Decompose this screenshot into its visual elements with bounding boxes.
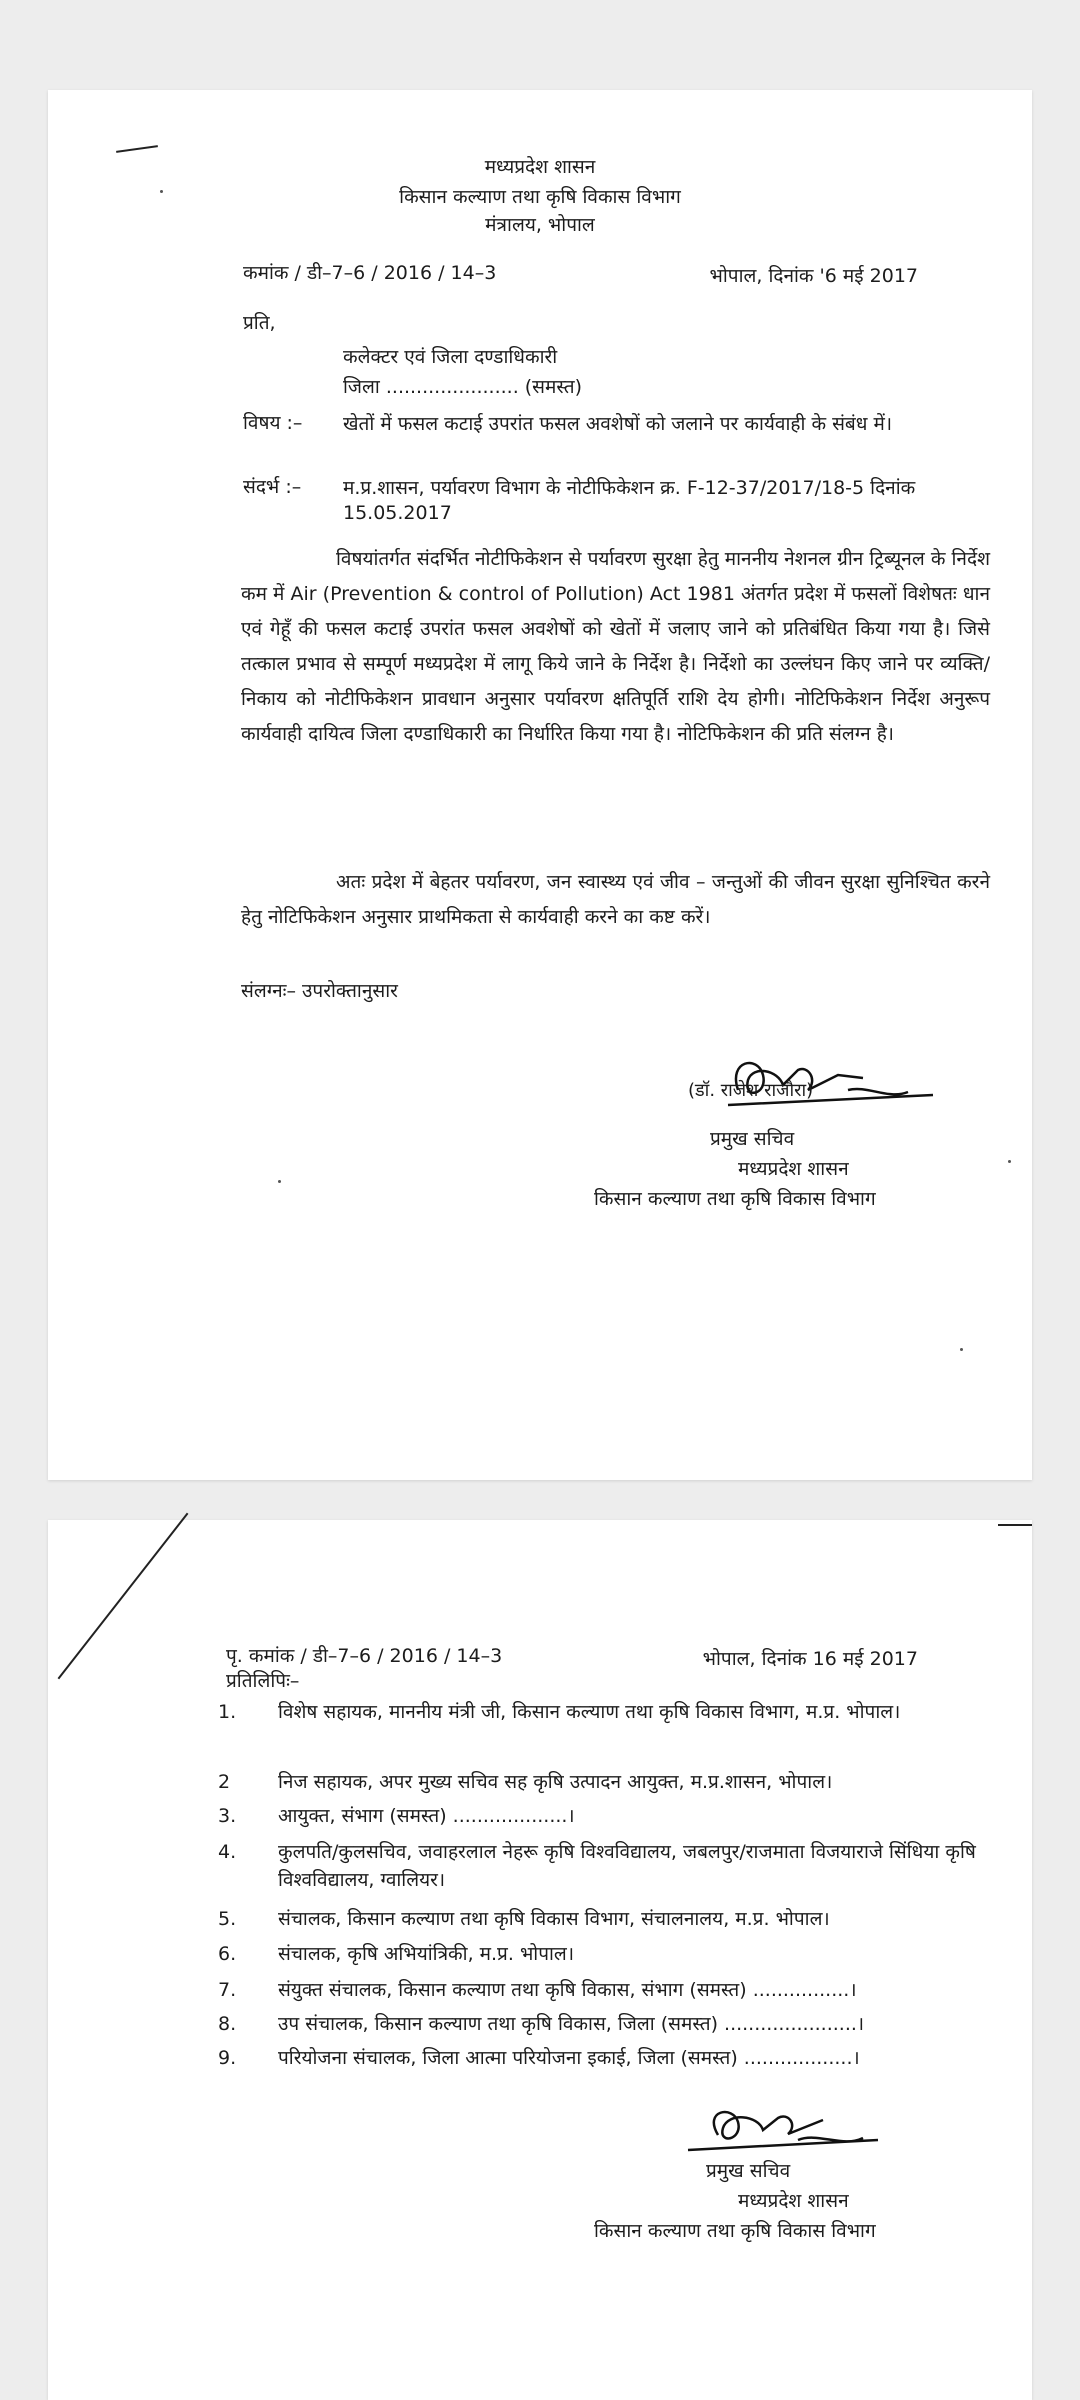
signatory-department: किसान कल्याण तथा कृषि विकास विभाग [594,1188,876,1210]
header-govt: मध्यप्रदेश शासन [484,156,596,178]
list-item-number: 7. [218,1979,237,2001]
list-item-number: 1. [218,1701,237,1723]
copy-signatory-govt: मध्यप्रदेश शासन [738,2190,849,2212]
list-item [218,1838,998,1894]
reference-label: संदर्भ :– [243,476,302,498]
scan-speck [960,1348,963,1351]
copy-reference-number: पृ. कमांक / डी–7–6 / 2016 / 14–3 [226,1645,503,1667]
reference-number: कमांक / डी–7–6 / 2016 / 14–3 [243,262,497,284]
scan-speck [1008,1160,1011,1163]
header-department: किसान कल्याण तथा कृषि विकास विभाग [399,186,681,208]
list-item-text: परियोजना संचालक, जिला आत्मा परियोजना इकाई, जिला (समस्त) ..................। [278,2047,860,2069]
list-item-number: 3. [218,1805,237,1827]
copy-to-label: प्रतिलिपिः– [226,1670,300,1692]
list-item-text: संचालक, कृषि अभियांत्रिकी, म.प्र. भोपाल। [278,1943,575,1965]
document-page-2 [48,1520,1032,2400]
addressee-line-2: जिला ...................... (समस्त) [343,376,583,398]
list-item [218,1698,998,1754]
signatory-govt: मध्यप्रदेश शासन [738,1158,849,1180]
list-item-text: उप संचालक, किसान कल्याण तथा कृषि विकास, जिला (समस्त) ......................। [278,2013,865,2035]
subject-text: खेतों में फसल कटाई उपरांत फसल अवशेषों को जलाने पर कार्यवाही के संबंध में। [343,413,893,435]
list-item-number: 6. [218,1943,237,1965]
list-item-text: संचालक, किसान कल्याण तथा कृषि विकास विभाग, संचालनालय, म.प्र. भोपाल। [278,1908,830,1930]
scan-speck [278,1180,281,1183]
body-paragraph-1: विषयांतर्गत संदर्भित नोटीफिकेशन से पर्यावरण सुरक्षा हेतु माननीय नेशनल ग्रीन ट्रिब्यूनल के निर्देश कम में Air (Prevention & control of Pollution) Act 1981 अंतर्गत प्रदेश में फसलों विशेषतः धान एवं गेहूँ की फसल कटाई उपरांत फसल अवशेषों को खेतों में जलाए जाने को प्रतिबंधित किया गया है। जिसे तत्काल प्रभाव से सम्पूर्ण मध्यप्रदेश में लागू किये जाने के निर्देश है। निर्देशो का उल्लंघन किए जाने पर व्यक्ति/निकाय को नोटीफिकेशन प्रावधान अनुसार पर्यावरण क्षतिपूर्ति राशि देय होगी। नोटिफिकेशन निर्देश अनुरूप कार्यवाही दायित्व जिला दण्डाधिकारी का निर्धारित किया गया है। नोटिफिकेशन की प्रति संलग्न है। [241,548,990,745]
header-ministry: मंत्रालय, भोपाल [485,214,595,236]
addressee-line-1: कलेक्टर एवं जिला दण्डाधिकारी [343,346,558,368]
letter-date: भोपाल, दिनांक '6 मई 2017 [709,265,918,287]
list-item-number: 8. [218,2013,237,2035]
document-page-1 [48,90,1032,1480]
copy-signatory-title: प्रमुख सचिव [706,2160,791,2182]
list-item-text: निज सहायक, अपर मुख्य सचिव सह कृषि उत्पादन आयुक्त, म.प्र.शासन, भोपाल। [278,1771,833,1793]
list-item-text: कुलपति/कुलसचिव, जवाहरलाल नेहरू कृषि विश्वविद्यालय, जबलपुर/राजमाता विजयाराजे सिंधिया कृषि विश्वविद्यालय, ग्वालियर। [278,1841,976,1891]
reference-text: म.प्र.शासन, पर्यावरण विभाग के नोटीफिकेशन क्र. F-12-37/2017/18-5 दिनांक 15.05.2017 [343,477,916,524]
copy-signatory-department: किसान कल्याण तथा कृषि विकास विभाग [594,2220,876,2242]
pen-mark [58,1513,189,1680]
pen-mark [998,1524,1032,1526]
list-item-text: आयुक्त, संभाग (समस्त) ...................। [278,1805,575,1827]
signatory-name: (डॉ. राजेश राजौरा) [688,1080,814,1101]
list-item-number: 9. [218,2047,237,2069]
signatory-title: प्रमुख सचिव [710,1128,795,1150]
pen-mark [116,145,158,153]
list-item-number: 5. [218,1908,237,1930]
subject-label: विषय :– [243,412,303,434]
body-paragraph-2: अतः प्रदेश में बेहतर पर्यावरण, जन स्वास्थ्य एवं जीव – जन्तुओं की जीवन सुरक्षा सुनिश्चित करने हेतु नोटिफिकेशन अनुसार प्राथमिकता से कार्यवाही करने का कष्ट करें। [241,871,990,928]
list-item-number: 2 [218,1771,231,1793]
list-item-number: 4. [218,1841,237,1863]
copy-date: भोपाल, दिनांक 16 मई 2017 [702,1648,918,1670]
enclosure-note: संलग्नः– उपरोक्तानुसार [241,980,398,1002]
list-item-text: विशेष सहायक, माननीय मंत्री जी, किसान कल्याण तथा कृषि विकास विभाग, म.प्र. भोपाल। [278,1701,901,1723]
list-item-text: संयुक्त संचालक, किसान कल्याण तथा कृषि विकास, संभाग (समस्त) ................। [278,1979,857,2001]
addressee-prefix: प्रति, [243,312,276,334]
signature-2 [648,2100,908,2160]
